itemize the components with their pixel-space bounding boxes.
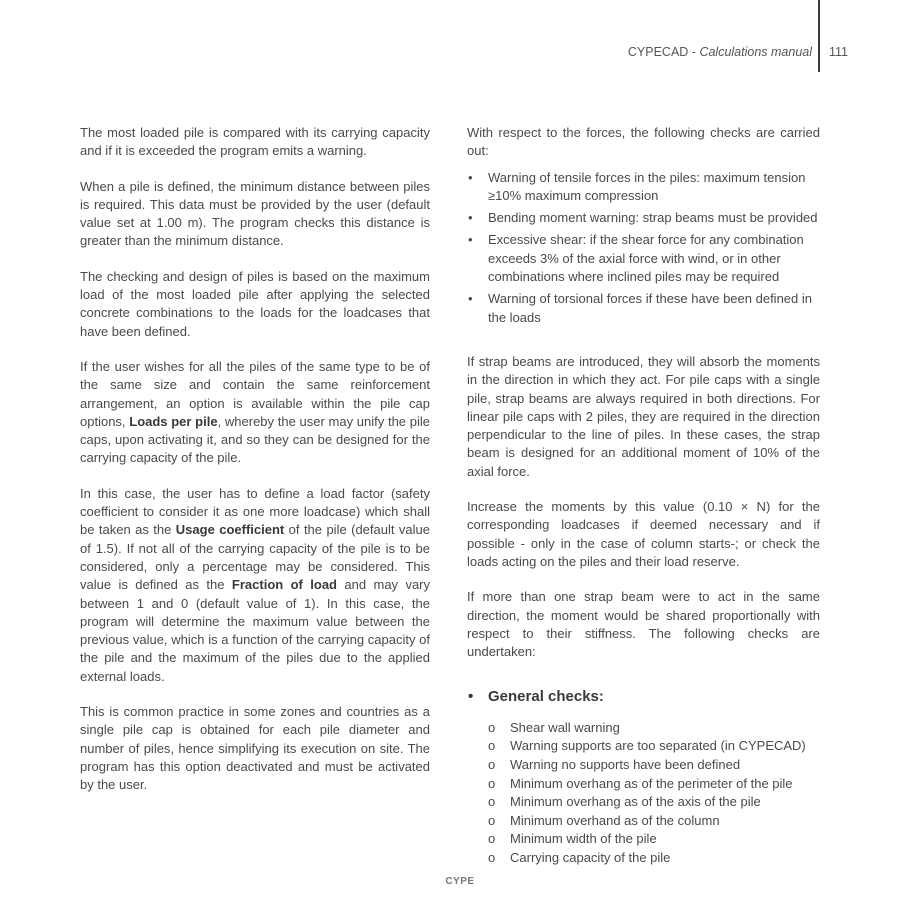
bullet-marker: • bbox=[468, 210, 473, 226]
header-divider bbox=[818, 0, 820, 72]
sub-bullet-marker: o bbox=[488, 794, 496, 810]
sub-bullet-marker: o bbox=[488, 849, 496, 865]
list-item: o Minimum overhang as of the perimeter of the pile bbox=[467, 775, 820, 794]
paragraph: If strap beams are introduced, they will absorb the moments in the direction in which they act. For pile caps with a single pile, strap beams are always required in both directions. For linear pile caps with 2 piles, they are required in the direction perpendicular to the line of piles. In these cases, the strap beam is designed for an additional moment of 10% of the axial force. bbox=[467, 353, 820, 479]
list-item: • Warning of torsional forces if these have been defined in the loads bbox=[468, 291, 812, 325]
option-name: Loads per pile bbox=[129, 413, 218, 429]
bullet-marker: • bbox=[468, 291, 473, 307]
paragraph: In this case, the user has to define a load factor (safety coefficient to consider it as one more loadcase) which shall be taken as the Usage coefficient of the pile (default value of 1.5). If not all of the carrying capacity of the pile is to be considered, only a percentage may be considered. This value is defined as the Fraction of load and may vary between 1 and 0 (default value of 1). In this case, the program will determine the maximum value between the previous value, which is a function of the carrying capacity of the pile and the maximum of the piles due to the applied external loads. bbox=[80, 485, 431, 684]
paragraph: The checking and design of piles is based on the maximum load of the most loaded pile after applying the selected concrete combinations to the loads for the loadcases that have been defined. bbox=[80, 268, 430, 339]
force-checks-list bbox=[467, 169, 820, 327]
bullet-marker: • bbox=[468, 232, 473, 248]
term-usage-coefficient: Usage coefficient bbox=[175, 522, 285, 538]
paragraph: When a pile is defined, the minimum distance between piles is required. This data must be provided by the user (default value set at 1.00 m). The program checks this distance is greater than the minimum distance. bbox=[80, 178, 430, 249]
list-item: o Warning supports are too separated (in CYPECAD) bbox=[467, 737, 820, 756]
list-item: o Minimum overhang as of the axis of the pile bbox=[467, 793, 820, 812]
paragraph: If the user wishes for all the piles of the same type to be of the same size and contain the same reinforcement arrangement, an option is available within the pile cap options, Loads per pile, whereby the user may unify the pile caps, upon activating it, and so they can be designed for the carrying capacity of the pile. bbox=[80, 358, 430, 466]
section-heading: • General checks: bbox=[468, 688, 604, 706]
right-column bbox=[467, 124, 820, 867]
paragraph: This is common practice in some zones and countries as a single pile cap is obtained for each pile diameter and number of piles, hence simplifying its execution on site. The program has this option deactivated and must be activated by the user. bbox=[80, 704, 430, 793]
bullet-marker: • bbox=[468, 169, 473, 185]
paragraph: The most loaded pile is compared with its carrying capacity and if it is exceeded the program emits a warning. bbox=[80, 125, 430, 159]
page-number: 111 bbox=[829, 45, 849, 59]
list-item: • Warning of tensile forces in the piles: maximum tension ≥10% maximum compression bbox=[468, 169, 806, 203]
sub-bullet-marker: o bbox=[488, 775, 496, 791]
footer-brand: CYPE bbox=[445, 876, 475, 887]
running-header: CYPECAD - Calculations manual bbox=[627, 45, 812, 59]
general-checks-list bbox=[467, 719, 820, 868]
paragraph: With respect to the forces, the following checks are carried out: bbox=[467, 125, 820, 159]
list-item: • Bending moment warning: strap beams must be provided bbox=[467, 209, 820, 227]
paragraph: If more than one strap beam were to act in the same direction, the moment would be shared proportionally with respect to their stiffness. The following checks are undertaken: bbox=[467, 589, 820, 660]
list-item: o Shear wall warning bbox=[467, 719, 820, 738]
left-column bbox=[80, 124, 430, 812]
sub-bullet-marker: o bbox=[488, 831, 496, 847]
sub-bullet-marker: o bbox=[488, 738, 496, 754]
list-item: • Excessive shear: if the shear force for any combination exceeds 3% of the axial force with wind, or in other combinations where inclined piles may be required bbox=[468, 232, 804, 285]
list-item: o Carrying capacity of the pile bbox=[467, 849, 820, 868]
manual-name: Calculations manual bbox=[699, 45, 812, 59]
bullet-marker: • bbox=[468, 688, 474, 706]
term-fraction-of-load: Fraction of load bbox=[231, 577, 337, 593]
list-item: o Warning no supports have been defined bbox=[467, 756, 820, 775]
list-item: o Minimum overhand as of the column bbox=[467, 812, 820, 831]
list-item: o Minimum width of the pile bbox=[467, 830, 820, 849]
sub-bullet-marker: o bbox=[488, 756, 496, 772]
sub-bullet-marker: o bbox=[488, 812, 496, 828]
paragraph: Increase the moments by this value (0.10 × N) for the corresponding loadcases if deemed necessary and if possible - only in the case of column starts-; or check the loads acting on the piles and their load reserve. bbox=[467, 499, 820, 569]
sub-bullet-marker: o bbox=[488, 719, 496, 735]
